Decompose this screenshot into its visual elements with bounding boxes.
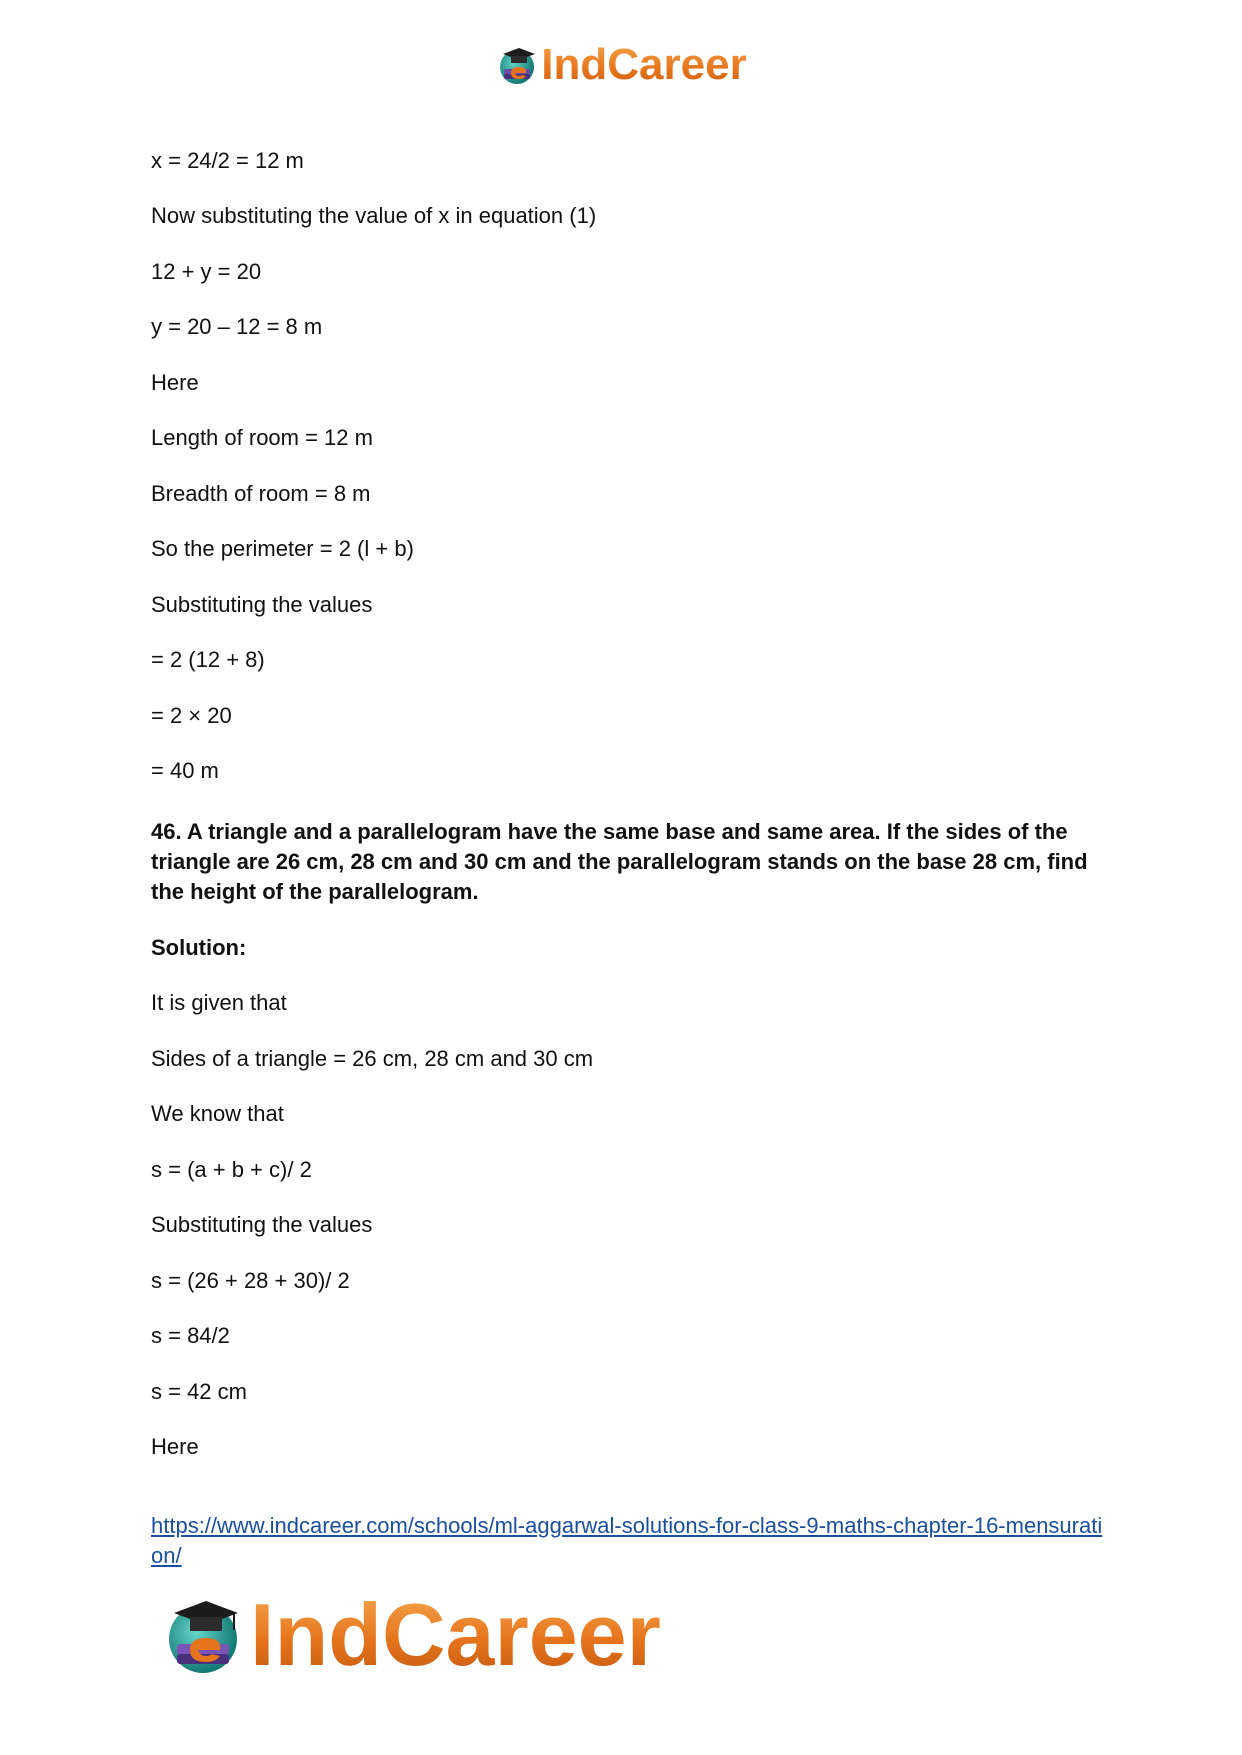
- text-line: s = 42 cm: [151, 1379, 247, 1404]
- text-line: = 40 m: [151, 758, 219, 783]
- text-line: Substituting the values: [151, 592, 373, 617]
- text-line: s = (26 + 28 + 30)/ 2: [151, 1268, 350, 1293]
- graduation-cap-book-icon: [495, 43, 539, 87]
- text-line: So the perimeter = 2 (l + b): [151, 536, 414, 561]
- text-line: 12 + y = 20: [151, 259, 262, 284]
- text-line: Here: [151, 1434, 199, 1459]
- text-line: Length of room = 12 m: [151, 425, 373, 450]
- text-line: Now substituting the value of x in equation (1): [151, 203, 597, 228]
- text-line: = 2 (12 + 8): [151, 647, 265, 672]
- footer-logo: [160, 1585, 661, 1685]
- text-line: Substituting the values: [151, 1212, 373, 1237]
- text-line: s = 84/2: [151, 1323, 230, 1348]
- text-line: = 2 × 20: [151, 703, 232, 728]
- text-line: s = (a + b + c)/ 2: [151, 1157, 312, 1182]
- text-line: Here: [151, 370, 199, 395]
- solution-label: Solution:: [151, 935, 247, 960]
- header-logo: [0, 40, 1242, 90]
- text-line: x = 24/2 = 12 m: [151, 148, 304, 173]
- text-line: Breadth of room = 8 m: [151, 481, 371, 506]
- footer-logo-text: IndCareer: [250, 1585, 661, 1684]
- header-logo-text: IndCareer: [541, 40, 747, 89]
- text-line: Sides of a triangle = 26 cm, 28 cm and 30 cm: [151, 1046, 594, 1071]
- source-link[interactable]: https://www.indcareer.com/schools/ml-aggarwal-solutions-for-class-9-maths-chapter-16-mensuration/: [151, 1513, 1103, 1568]
- question-46: 46. A triangle and a parallelogram have the same base and same area. If the sides of the triangle are 26 cm, 28 cm and 30 cm and the parallelogram stands on the base 28 cm, find the height of the parallelogram.: [151, 819, 1088, 904]
- text-line: We know that: [151, 1101, 284, 1126]
- text-line: y = 20 – 12 = 8 m: [151, 314, 323, 339]
- text-line: It is given that: [151, 990, 287, 1015]
- graduation-cap-book-icon: [160, 1592, 246, 1678]
